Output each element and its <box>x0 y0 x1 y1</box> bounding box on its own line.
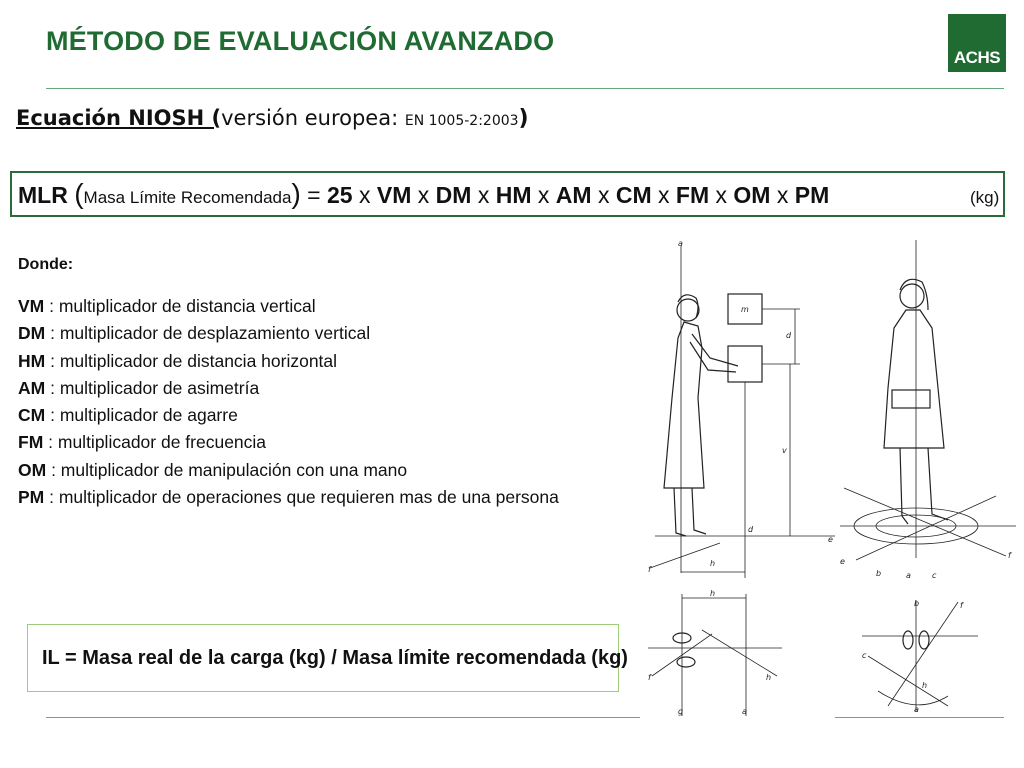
definitions-list <box>18 293 559 511</box>
subtitle-close-paren: ) <box>518 106 529 131</box>
formula-factor: DM <box>435 182 472 208</box>
definition-text: multiplicador de agarre <box>59 405 238 426</box>
subtitle-niosh: Ecuación NIOSH <box>16 106 212 130</box>
formula-factor: FM <box>675 182 710 208</box>
formula-factor: PM <box>794 182 830 208</box>
definition-sep: : <box>45 377 60 398</box>
definition-sep: : <box>44 296 59 316</box>
label-f: f <box>960 601 963 610</box>
formula-factor: AM <box>555 182 592 208</box>
subtitle <box>16 106 529 131</box>
definition-item <box>18 348 559 375</box>
definition-sep: : <box>45 405 60 426</box>
formula-constant: 25 <box>326 182 353 208</box>
formula-equals: = <box>307 182 327 208</box>
label-g: g <box>678 707 684 716</box>
label-c: c <box>862 651 867 660</box>
definition-code: HM <box>18 350 46 371</box>
label-m: m <box>741 305 749 314</box>
definition-code: VM <box>18 296 45 316</box>
label-h: h <box>710 559 716 568</box>
formula-times: x <box>715 182 727 208</box>
header-divider <box>46 88 1004 89</box>
definition-text: multiplicador de desplazamiento vertical <box>59 323 371 344</box>
formula-times: x <box>776 182 789 208</box>
il-formula: IL = Masa real de la carga (kg) / Masa límite recomendada (kg) <box>42 646 628 669</box>
definition-text: multiplicador de frecuencia <box>57 432 267 453</box>
label-f: f <box>1008 551 1011 560</box>
subtitle-version: versión europea: <box>221 106 405 130</box>
definition-item <box>18 457 559 484</box>
definition-text: multiplicador de asimetría <box>59 377 260 398</box>
definition-sep: : <box>45 350 60 371</box>
formula-times: x <box>597 182 610 208</box>
mlr-formula <box>18 178 829 210</box>
definition-sep: : <box>45 323 60 344</box>
label-d2: d <box>748 525 754 534</box>
formula-unit: (kg) <box>970 188 1000 207</box>
definition-item <box>18 484 559 511</box>
formula-times: x <box>658 182 670 208</box>
formula-factor: VM <box>376 182 412 208</box>
definition-item <box>18 375 559 402</box>
formula-long-name: Masa Límite Recomendada <box>83 188 292 207</box>
definition-sep: : <box>44 487 59 508</box>
donde-label: Donde: <box>18 256 74 273</box>
definition-item <box>18 429 559 456</box>
label-d: d <box>786 331 792 340</box>
label-b: b <box>914 599 920 608</box>
page-title: MÉTODO DE EVALUACIÓN AVANZADO <box>46 26 555 56</box>
subtitle-standard: EN 1005-2:2003 <box>404 113 519 129</box>
definition-text: multiplicador de distancia vertical <box>58 296 316 316</box>
definition-code: DM <box>18 323 46 344</box>
definition-text: multiplicador de manipulación con una mano <box>60 459 408 480</box>
definition-code: CM <box>18 405 46 426</box>
label-f: f <box>648 565 651 574</box>
label-e: e <box>828 535 833 544</box>
formula-times: x <box>537 182 550 208</box>
label-b: b <box>876 569 882 578</box>
definition-text: multiplicador de operaciones que requieren mas de una persona <box>58 487 559 508</box>
label-h: h <box>922 681 928 690</box>
footer-divider-right <box>835 717 1004 718</box>
label-h: h <box>710 590 716 598</box>
formula-open: ( <box>74 178 84 209</box>
label-f: f <box>648 673 651 682</box>
label-a: a <box>906 571 911 580</box>
formula-times: x <box>417 182 430 208</box>
formula-factor: OM <box>733 182 771 208</box>
definition-sep: : <box>46 459 61 480</box>
side-view-illustration <box>640 238 840 578</box>
formula-factor: CM <box>615 182 652 208</box>
top-view-illustration-right <box>858 596 988 716</box>
label-a: a <box>678 239 683 248</box>
definition-item <box>18 402 559 429</box>
achs-logo: ACHS <box>948 14 1006 72</box>
subtitle-open-paren: ( <box>211 106 222 130</box>
definition-sep: : <box>43 432 58 453</box>
label-a: a <box>742 707 747 716</box>
definition-code: FM <box>18 432 44 453</box>
label-h2: h <box>766 673 772 682</box>
label-c: c <box>932 571 937 580</box>
definition-code: OM <box>18 459 47 480</box>
il-formula-box <box>27 624 628 692</box>
footer-divider-left <box>46 717 640 718</box>
top-view-illustration-left <box>642 590 792 718</box>
definition-item <box>18 320 559 347</box>
definition-code: AM <box>18 377 46 398</box>
definition-text: multiplicador de distancia horizontal <box>59 350 338 371</box>
formula-times: x <box>358 182 371 208</box>
label-v: v <box>782 446 787 455</box>
front-view-illustration <box>836 238 1022 583</box>
definition-code: PM <box>18 487 45 508</box>
formula-close: ) <box>291 178 301 209</box>
formula-mlr: MLR <box>18 182 68 208</box>
label-a: a <box>914 705 919 714</box>
formula-times: x <box>477 182 490 208</box>
label-e: e <box>840 557 845 566</box>
formula-factor: HM <box>495 182 532 208</box>
definition-item <box>18 293 559 320</box>
